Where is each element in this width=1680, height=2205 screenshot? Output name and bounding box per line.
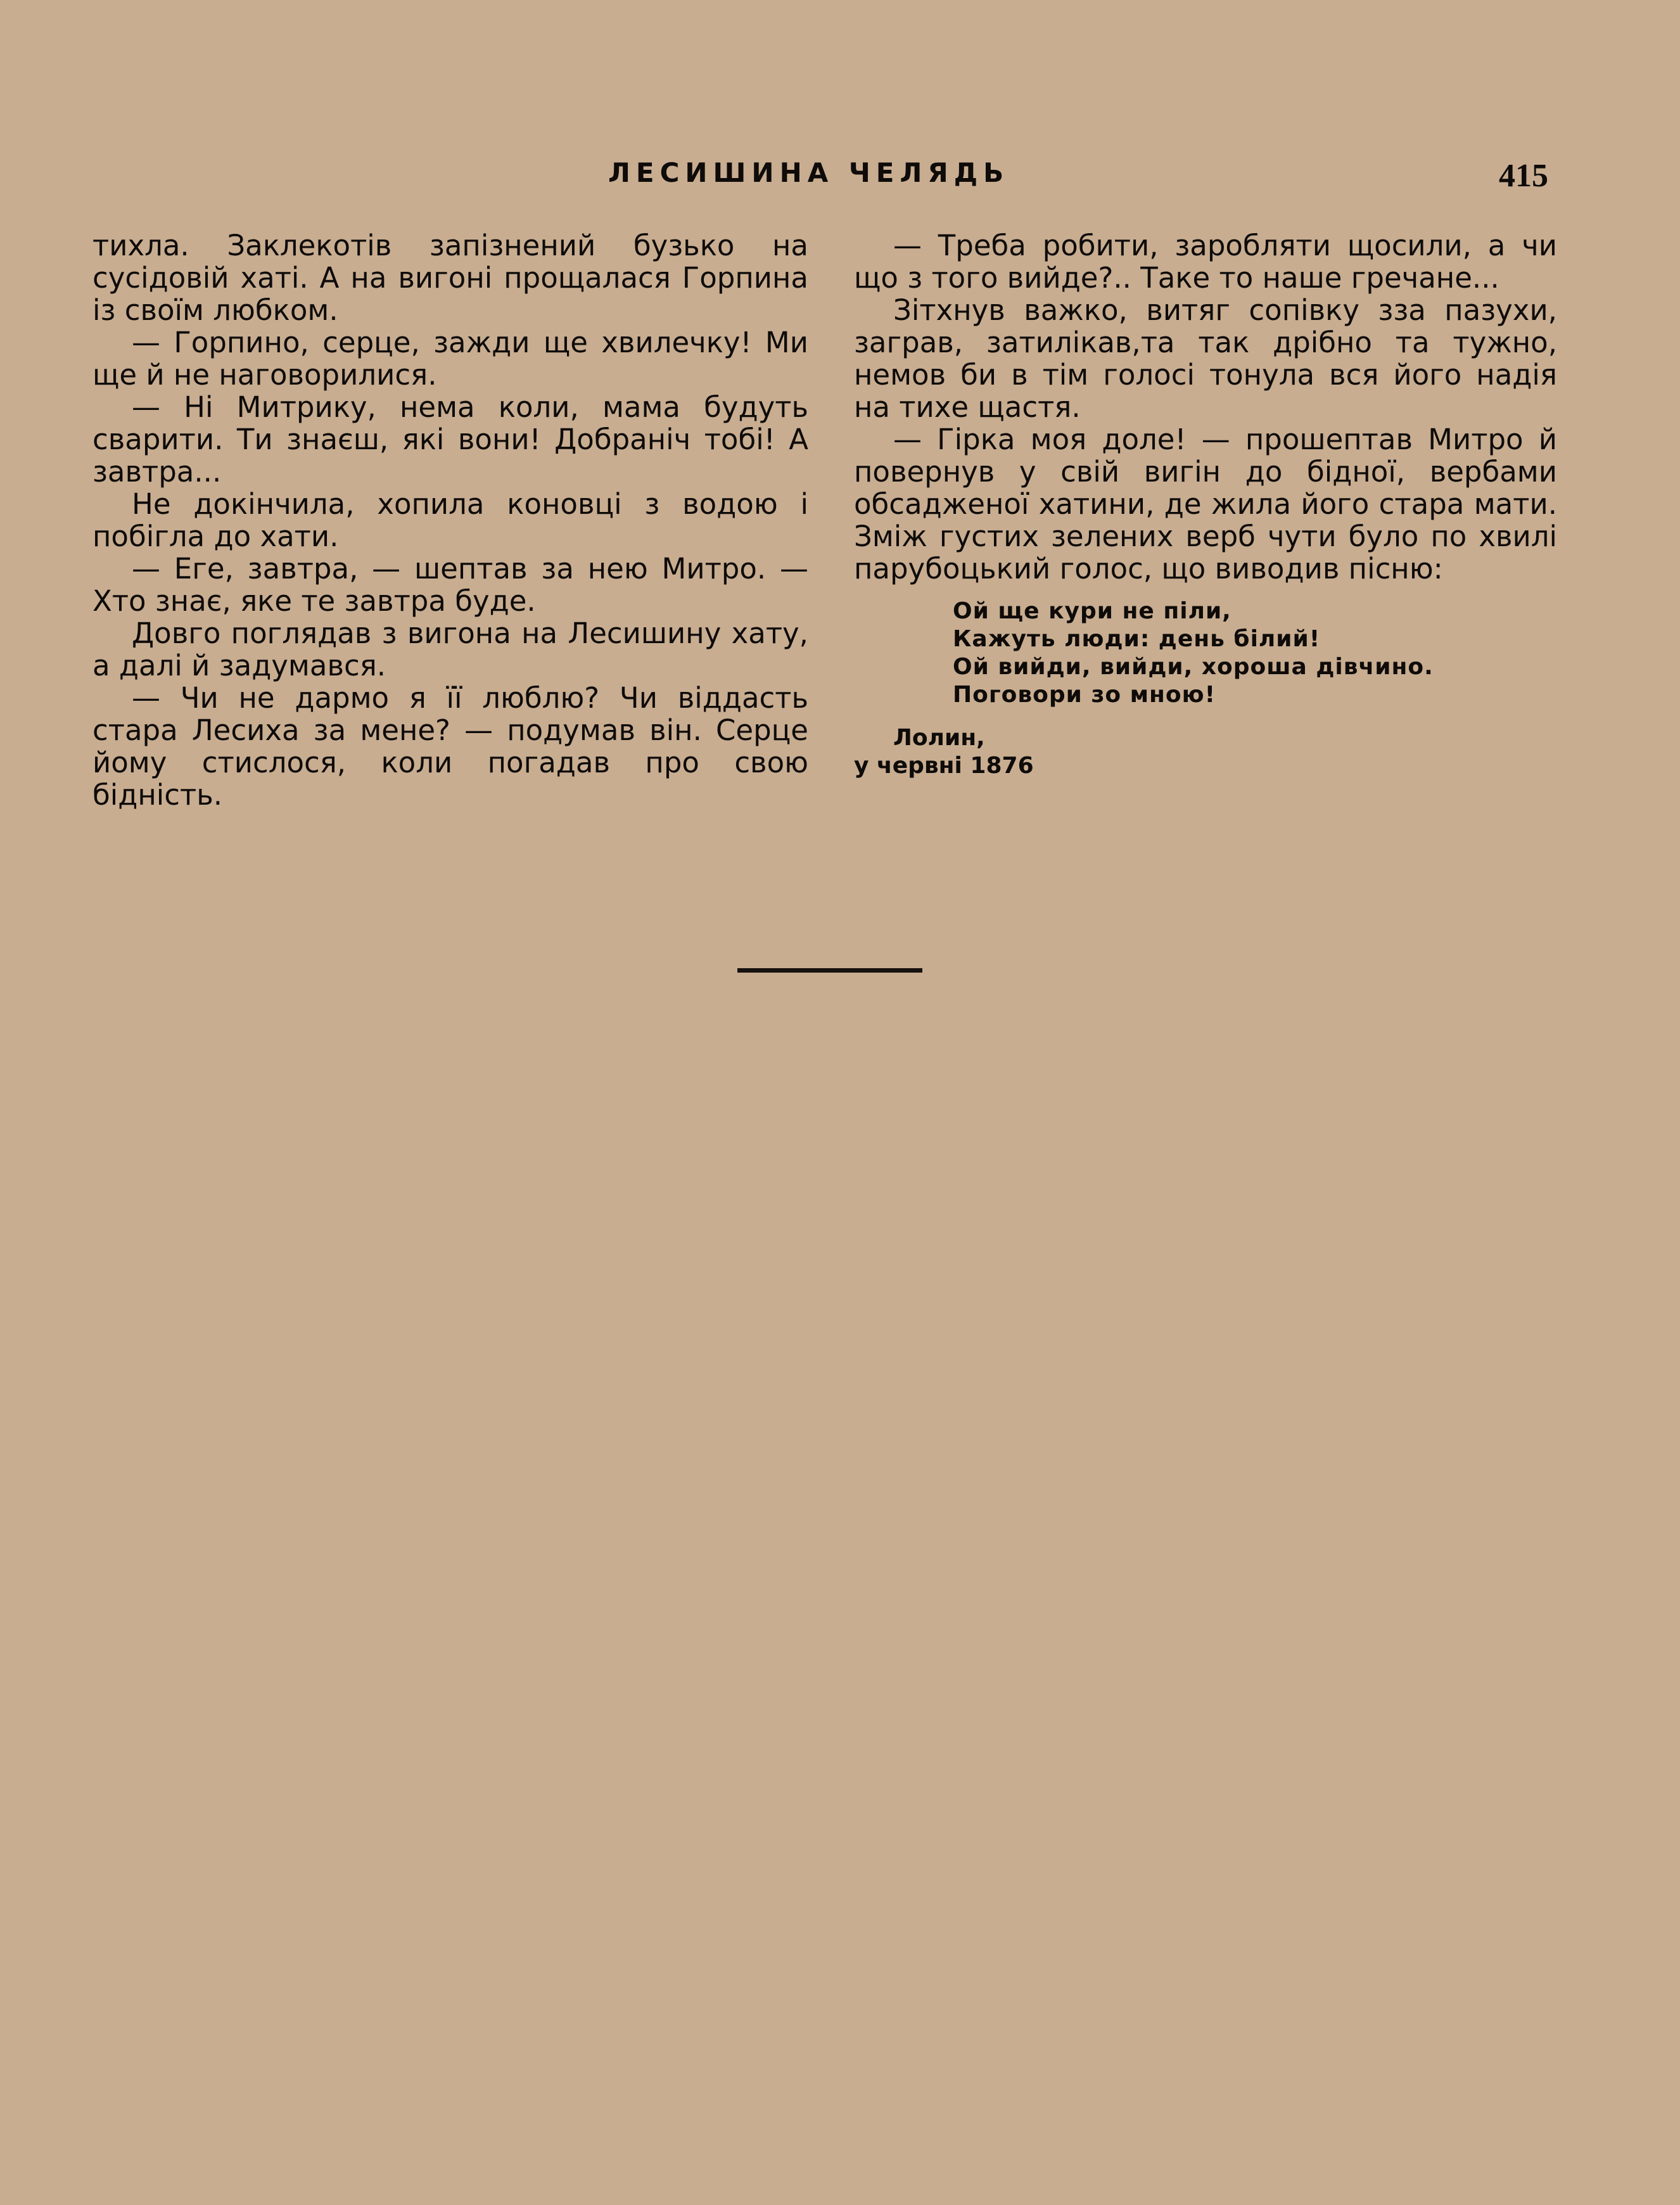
running-title: ЛЕСИШИНА ЧЕЛЯДЬ [608, 157, 1010, 188]
right-text-column [854, 229, 1557, 780]
dateline-place: Лолин, [893, 725, 985, 751]
paragraph: Зітхнув важко, витяг сопівку зза пазухи, заграв, затилікав,та так дрібно та тужно, немов би в тім голосі тонула вся його надія на тихе щастя. [854, 293, 1557, 424]
dateline [854, 724, 1557, 780]
page-number: 415 [1499, 158, 1548, 194]
paragraph: Довго поглядав з вигона на Лесишину хату, а далі й задумався. [92, 617, 808, 682]
verse-line: Ой вийди, вийди, хороша дівчино. [953, 654, 1434, 680]
left-text-column [92, 229, 808, 811]
verse-line: Кажуть люди: день білий! [953, 626, 1321, 652]
paragraph: — Ні Митрику, нема коли, мама будуть сварити. Ти знаєш, які вони! Добраніч тобі! А завтра... [92, 390, 808, 489]
paragraph: Не докінчила, хопила коновці з водою і побігла до хати. [92, 487, 808, 553]
paragraph: — Гірка моя доле! — прошептав Митро й повернув у свій вигін до бідної, вербами обсадженої хатини, де жила його стара мати. Зміж густих зелених верб чути було по хвилі парубоцький голос, що виводив пісню: [854, 423, 1557, 585]
paragraph: — Треба робити, заробляти щосили, а чи що з того вийде?.. Таке то наше гречане... [854, 229, 1557, 295]
paragraph: — Горпино, серце, зажди ще хвилечку! Ми ще й не наговорилися. [92, 326, 808, 392]
song-verse [953, 598, 1557, 709]
paragraph: — Еге, завтра, — шептав за нею Митро. — Хто знає, яке те завтра буде. [92, 552, 808, 618]
verse-line: Поговори зо мною! [953, 682, 1216, 708]
paragraph: — Чи не дармо я її люблю? Чи віддасть стара Лесиха за мене? — подумав він. Серце йому стислося, коли погадав про свою бідність. [92, 681, 808, 812]
dateline-date: у червні 1876 [854, 753, 1034, 779]
section-end-rule [737, 968, 922, 973]
paragraph: тихла. Заклекотів запізнений бузько на сусідовій хаті. А на вигоні прощалася Горпина із своїм любком. [92, 229, 808, 327]
verse-line: Ой ще кури не піли, [953, 598, 1231, 624]
